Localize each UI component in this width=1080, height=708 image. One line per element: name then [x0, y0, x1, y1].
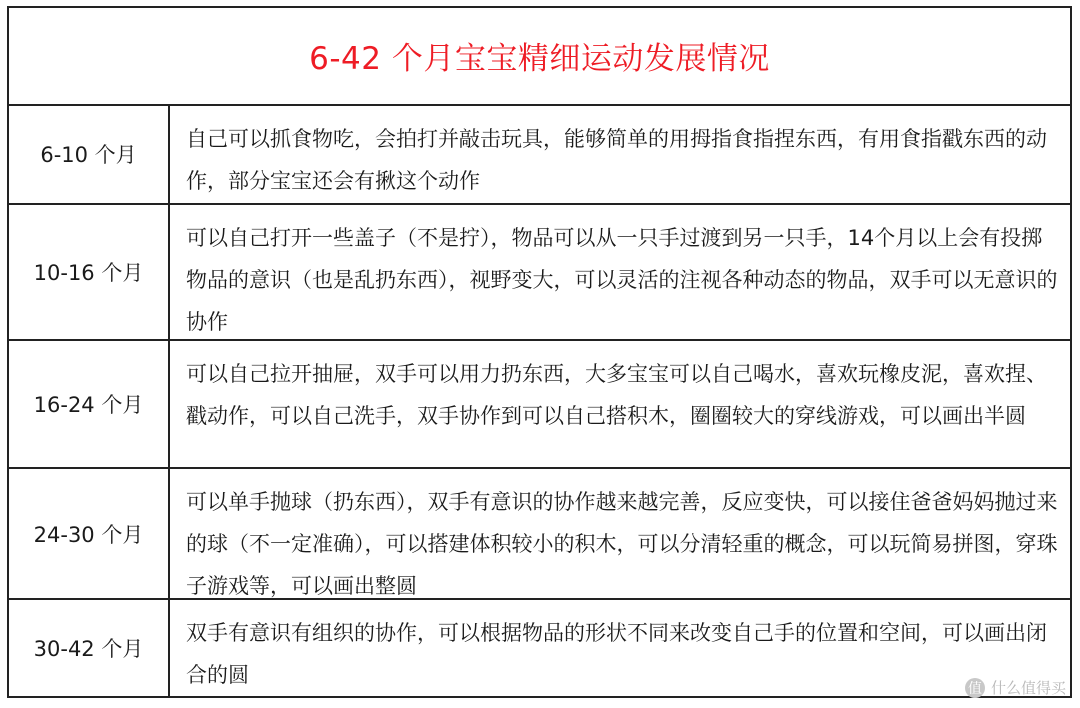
watermark-logo-icon: 值	[965, 678, 985, 698]
table-row	[9, 600, 1070, 696]
table-title: 6-42 个月宝宝精细运动发展情况	[309, 41, 770, 78]
table-row	[9, 469, 1070, 600]
age-cell: 24-30 个月	[9, 469, 170, 598]
description-cell: 可以自己拉开抽屉，双手可以用力扔东西，大多宝宝可以自己喝水，喜欢玩橡皮泥，喜欢捏、戳动作，可以自己洗手，双手协作到可以自己搭积木，圈圈较大的穿线游戏，可以画出半圆	[186, 362, 1047, 429]
description-cell: 双手有意识有组织的协作，可以根据物品的形状不同来改变自己手的位置和空间，可以画出闭合的圆	[186, 621, 1047, 687]
age-cell: 6-10 个月	[9, 106, 170, 204]
development-table	[7, 6, 1072, 698]
watermark	[965, 677, 1066, 698]
description-cell: 自己可以抓食物吃，会拍打并敲击玩具，能够简单的用拇指食指捏东西，有用食指戳东西的动作，部分宝宝还会有揪这个动作	[186, 126, 1047, 193]
description-cell: 可以单手抛球（扔东西），双手有意识的协作越来越完善，反应变快，可以接住爸爸妈妈抛过来的球（不一定准确），可以搭建体积较小的积木，可以分清轻重的概念，可以玩简易拼图，穿珠子游戏等，可以画出整圆	[186, 490, 1058, 598]
description-cell: 可以自己打开一些盖子（不是拧），物品可以从一只手过渡到另一只手，14个月以上会有投掷物品的意识（也是乱扔东西），视野变大，可以灵活的注视各种动态的物品，双手可以无意识的协作	[186, 226, 1058, 335]
table-row	[9, 106, 1070, 206]
age-cell: 30-42 个月	[9, 600, 170, 696]
watermark-text: 什么值得买	[990, 679, 1066, 697]
title-row	[9, 8, 1070, 106]
age-cell: 16-24 个月	[9, 341, 170, 467]
age-cell: 10-16 个月	[9, 205, 170, 339]
table-row	[9, 205, 1070, 341]
table-row	[9, 341, 1070, 469]
